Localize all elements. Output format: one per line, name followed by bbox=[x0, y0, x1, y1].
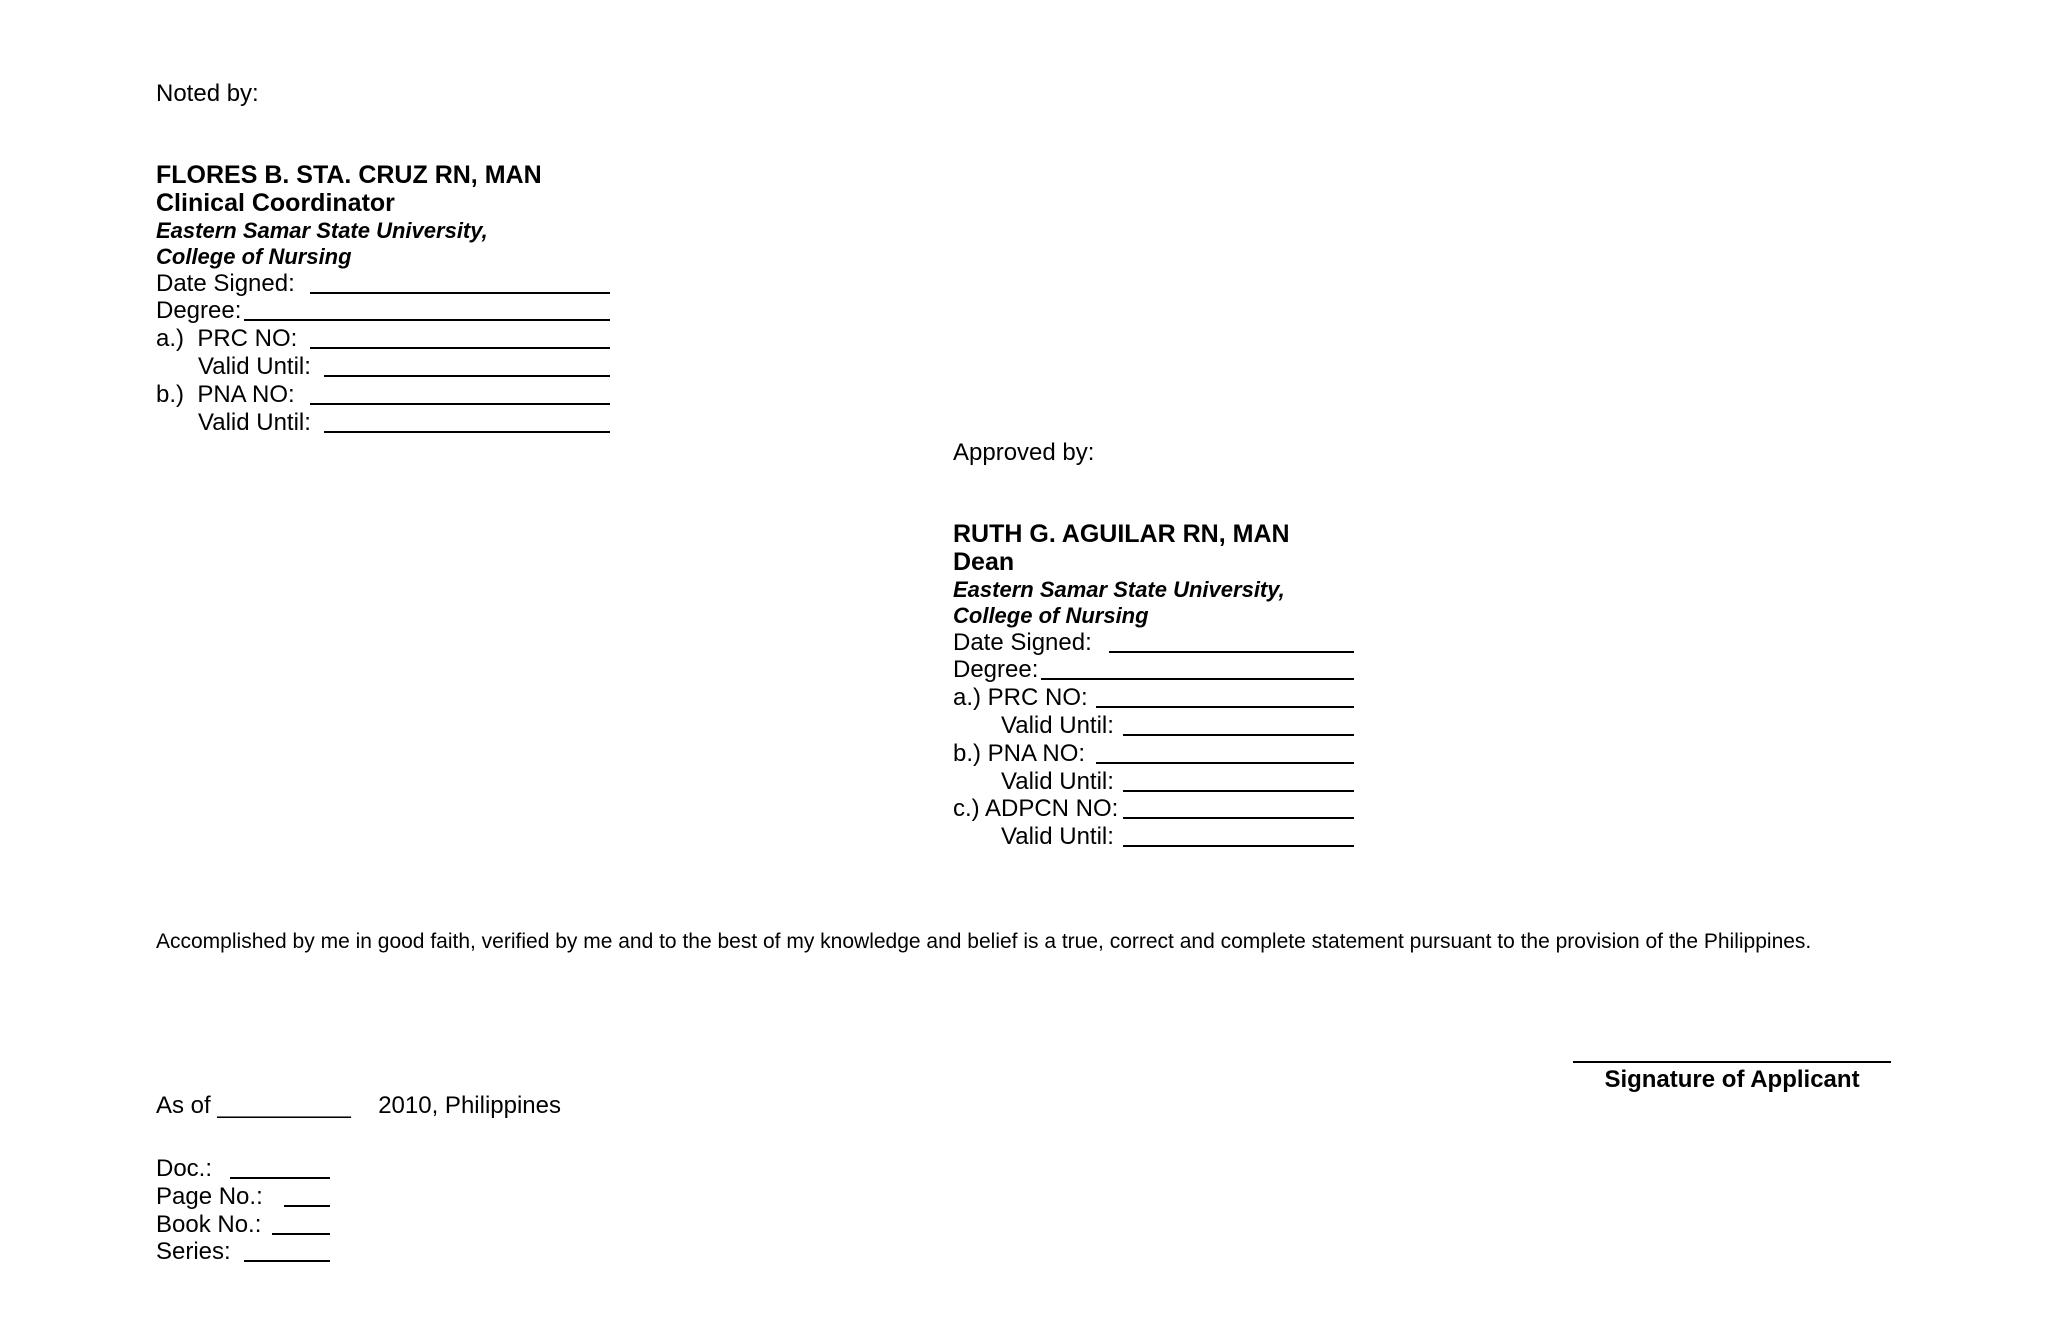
approved-pna-valid-row bbox=[953, 768, 1363, 796]
noted-prc-valid-field[interactable] bbox=[324, 375, 610, 377]
approved-prc-label: a.) PRC NO: bbox=[953, 684, 1088, 712]
noted-prc-row bbox=[156, 325, 616, 353]
noted-degree-field[interactable] bbox=[244, 319, 610, 321]
approved-institution-line1: Eastern Samar State University, bbox=[953, 576, 1285, 602]
noted-degree-label: Degree: bbox=[156, 297, 242, 325]
notary-page-label: Page No.: bbox=[156, 1182, 263, 1210]
approved-pna-row bbox=[953, 740, 1363, 768]
approved-degree-label: Degree: bbox=[953, 656, 1039, 684]
notary-book-label: Book No.: bbox=[156, 1210, 262, 1238]
approved-institution-line2: College of Nursing bbox=[953, 602, 1149, 628]
notary-page-field[interactable] bbox=[284, 1205, 330, 1207]
approved-pna-field[interactable] bbox=[1096, 762, 1354, 764]
notary-book-row bbox=[156, 1211, 376, 1239]
notary-series-label: Series: bbox=[156, 1238, 231, 1266]
noted-pna-row bbox=[156, 381, 616, 409]
noted-pna-field[interactable] bbox=[310, 403, 610, 405]
approved-prc-field[interactable] bbox=[1096, 706, 1354, 708]
approved-signatory-block bbox=[953, 521, 1363, 851]
as-of-row bbox=[156, 1092, 561, 1120]
noted-date-signed-field[interactable] bbox=[310, 292, 610, 294]
noted-heading bbox=[156, 80, 259, 108]
noted-name: FLORES B. STA. CRUZ RN, MAN bbox=[156, 161, 542, 189]
approved-adpcn-row bbox=[953, 795, 1363, 823]
approved-adpcn-valid-row bbox=[953, 823, 1363, 851]
notary-page-row bbox=[156, 1183, 376, 1211]
approved-pna-valid-field[interactable] bbox=[1123, 790, 1354, 792]
noted-institution-line2: College of Nursing bbox=[156, 243, 352, 269]
noted-prc-valid-row bbox=[156, 353, 616, 381]
approved-heading-text: Approved by: bbox=[953, 439, 1095, 466]
noted-heading-text: Noted by: bbox=[156, 80, 259, 107]
notary-doc-field[interactable] bbox=[230, 1177, 330, 1179]
approved-adpcn-label: c.) ADPCN NO: bbox=[953, 795, 1119, 823]
approved-adpcn-valid-label: Valid Until: bbox=[1001, 823, 1114, 851]
notary-series-field[interactable] bbox=[244, 1260, 330, 1262]
notary-block bbox=[156, 1155, 376, 1266]
noted-date-signed-label: Date Signed: bbox=[156, 269, 295, 297]
as-of-date-blank[interactable]: __________ bbox=[217, 1092, 351, 1119]
approved-heading bbox=[953, 439, 1094, 467]
noted-pna-valid-field[interactable] bbox=[324, 431, 610, 433]
approved-adpcn-field[interactable] bbox=[1123, 817, 1354, 819]
approved-date-signed-label: Date Signed: bbox=[953, 628, 1092, 656]
approved-prc-row bbox=[953, 684, 1363, 712]
notary-doc-row bbox=[156, 1155, 376, 1183]
noted-degree-row bbox=[156, 297, 616, 325]
approved-degree-field[interactable] bbox=[1041, 678, 1354, 680]
approved-position: Dean bbox=[953, 547, 1015, 576]
applicant-signature-label: Signature of Applicant bbox=[1604, 1066, 1860, 1093]
as-of-prefix: As of bbox=[156, 1092, 211, 1119]
noted-position: Clinical Coordinator bbox=[156, 188, 395, 217]
approved-prc-valid-field[interactable] bbox=[1123, 734, 1354, 736]
notary-book-field[interactable] bbox=[272, 1233, 330, 1235]
noted-institution-line1: Eastern Samar State University, bbox=[156, 217, 488, 243]
notary-doc-label: Doc.: bbox=[156, 1155, 213, 1182]
noted-pna-label: b.) PNA NO: bbox=[156, 380, 295, 408]
approved-prc-valid-label: Valid Until: bbox=[1001, 711, 1114, 739]
approved-degree-row bbox=[953, 656, 1363, 684]
notary-series-row bbox=[156, 1238, 376, 1266]
noted-pna-valid-row bbox=[156, 409, 616, 437]
approved-pna-label: b.) PNA NO: bbox=[953, 739, 1086, 767]
approved-date-signed-row bbox=[953, 629, 1363, 657]
approved-adpcn-valid-field[interactable] bbox=[1123, 845, 1354, 847]
as-of-suffix: 2010, Philippines bbox=[378, 1092, 562, 1119]
noted-prc-valid-label: Valid Until: bbox=[198, 352, 311, 380]
approved-name: RUTH G. AGUILAR RN, MAN bbox=[953, 520, 1290, 548]
applicant-signature-line[interactable] bbox=[1573, 1061, 1891, 1063]
noted-pna-valid-label: Valid Until: bbox=[198, 408, 311, 436]
approved-pna-valid-label: Valid Until: bbox=[1001, 767, 1114, 795]
approved-date-signed-field[interactable] bbox=[1109, 651, 1354, 653]
noted-date-signed-row bbox=[156, 270, 616, 298]
noted-signatory-block bbox=[156, 162, 616, 436]
noted-prc-field[interactable] bbox=[310, 347, 610, 349]
certification-statement: Accomplished by me in good faith, verified by me and to the best of my knowledge and belief is a true, correct and complete statement pursuant to the provision of the Philippines. bbox=[156, 930, 1812, 953]
approved-prc-valid-row bbox=[953, 712, 1363, 740]
noted-prc-label: a.) PRC NO: bbox=[156, 325, 298, 353]
